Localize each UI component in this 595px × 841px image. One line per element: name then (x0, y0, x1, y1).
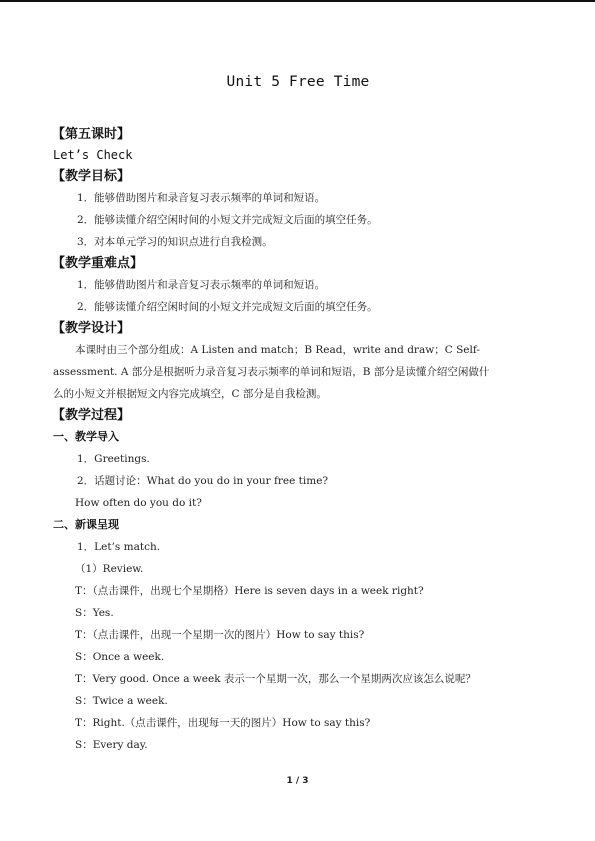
design-line: 么的小短文并根据短文内容完成填空，C 部分是自我检测。 (53, 388, 327, 400)
dialogue-line: T：（点击课件，出现一个星期一次的图片）How to say this? (75, 629, 365, 641)
section2-line: （1）Review. (75, 563, 144, 575)
dialogue-line: S：Yes. (75, 607, 114, 619)
section1-heading: 一、教学导入 (53, 430, 119, 443)
document-title: Unit 5 Free Time (226, 74, 370, 90)
key-point-item: 2．能够读懂介绍空闲时间的小短文并完成短文后面的填空任务。 (77, 301, 378, 313)
dialogue-line: S：Once a week. (75, 651, 165, 663)
section1-followup: How often do you do it? (75, 497, 202, 509)
top-rule (0, 0, 595, 2)
document-body (53, 74, 543, 756)
section2-line: 1．Let’s match. (77, 541, 161, 553)
dialogue-line: T：（点击课件，出现七个星期格）Here is seven days in a week right? (75, 585, 424, 597)
lesson-heading: 【第五课时】 (52, 127, 131, 142)
objective-item: 1．能够借助图片和录音复习表示频率的单词和短语。 (77, 192, 326, 204)
dialogue-line: S：Every day. (75, 739, 148, 751)
objective-item: 3．对本单元学习的知识点进行自我检测。 (77, 236, 273, 248)
section1-line: 1．Greetings. (77, 453, 150, 465)
key-point-item: 1．能够借助图片和录音复习表示频率的单词和短语。 (77, 279, 326, 291)
lesson-name: Let’s Check (53, 148, 133, 162)
page-number: 1 / 3 (286, 776, 309, 786)
objectives-heading: 【教学目标】 (52, 169, 131, 184)
dialogue-line: S：Twice a week. (75, 695, 168, 707)
objective-item: 2．能够读懂介绍空闲时间的小短文并完成短文后面的填空任务。 (77, 214, 378, 226)
dialogue-line: T：Right.（点击课件，出现每一天的图片）How to say this? (75, 717, 371, 729)
dialogue-line: T：Very good. Once a week 表示一个星期一次，那么一个星期两次应该怎么说呢？ (75, 673, 476, 685)
section2-heading: 二、新课呈现 (53, 518, 119, 531)
design-heading: 【教学设计】 (52, 321, 131, 336)
design-line: assessment. A 部分是根据听力录音复习表示频率的单词和短语，B 部分是读懂介绍空闲做什 (53, 366, 490, 378)
key-points-heading: 【教学重难点】 (52, 256, 144, 271)
section1-line: 2．话题讨论：What do you do in your free time? (77, 475, 329, 487)
process-heading: 【教学过程】 (52, 408, 131, 423)
design-line: 本课时由三个部分组成：A Listen and match；B Read，write and draw；C Self- (75, 344, 480, 356)
